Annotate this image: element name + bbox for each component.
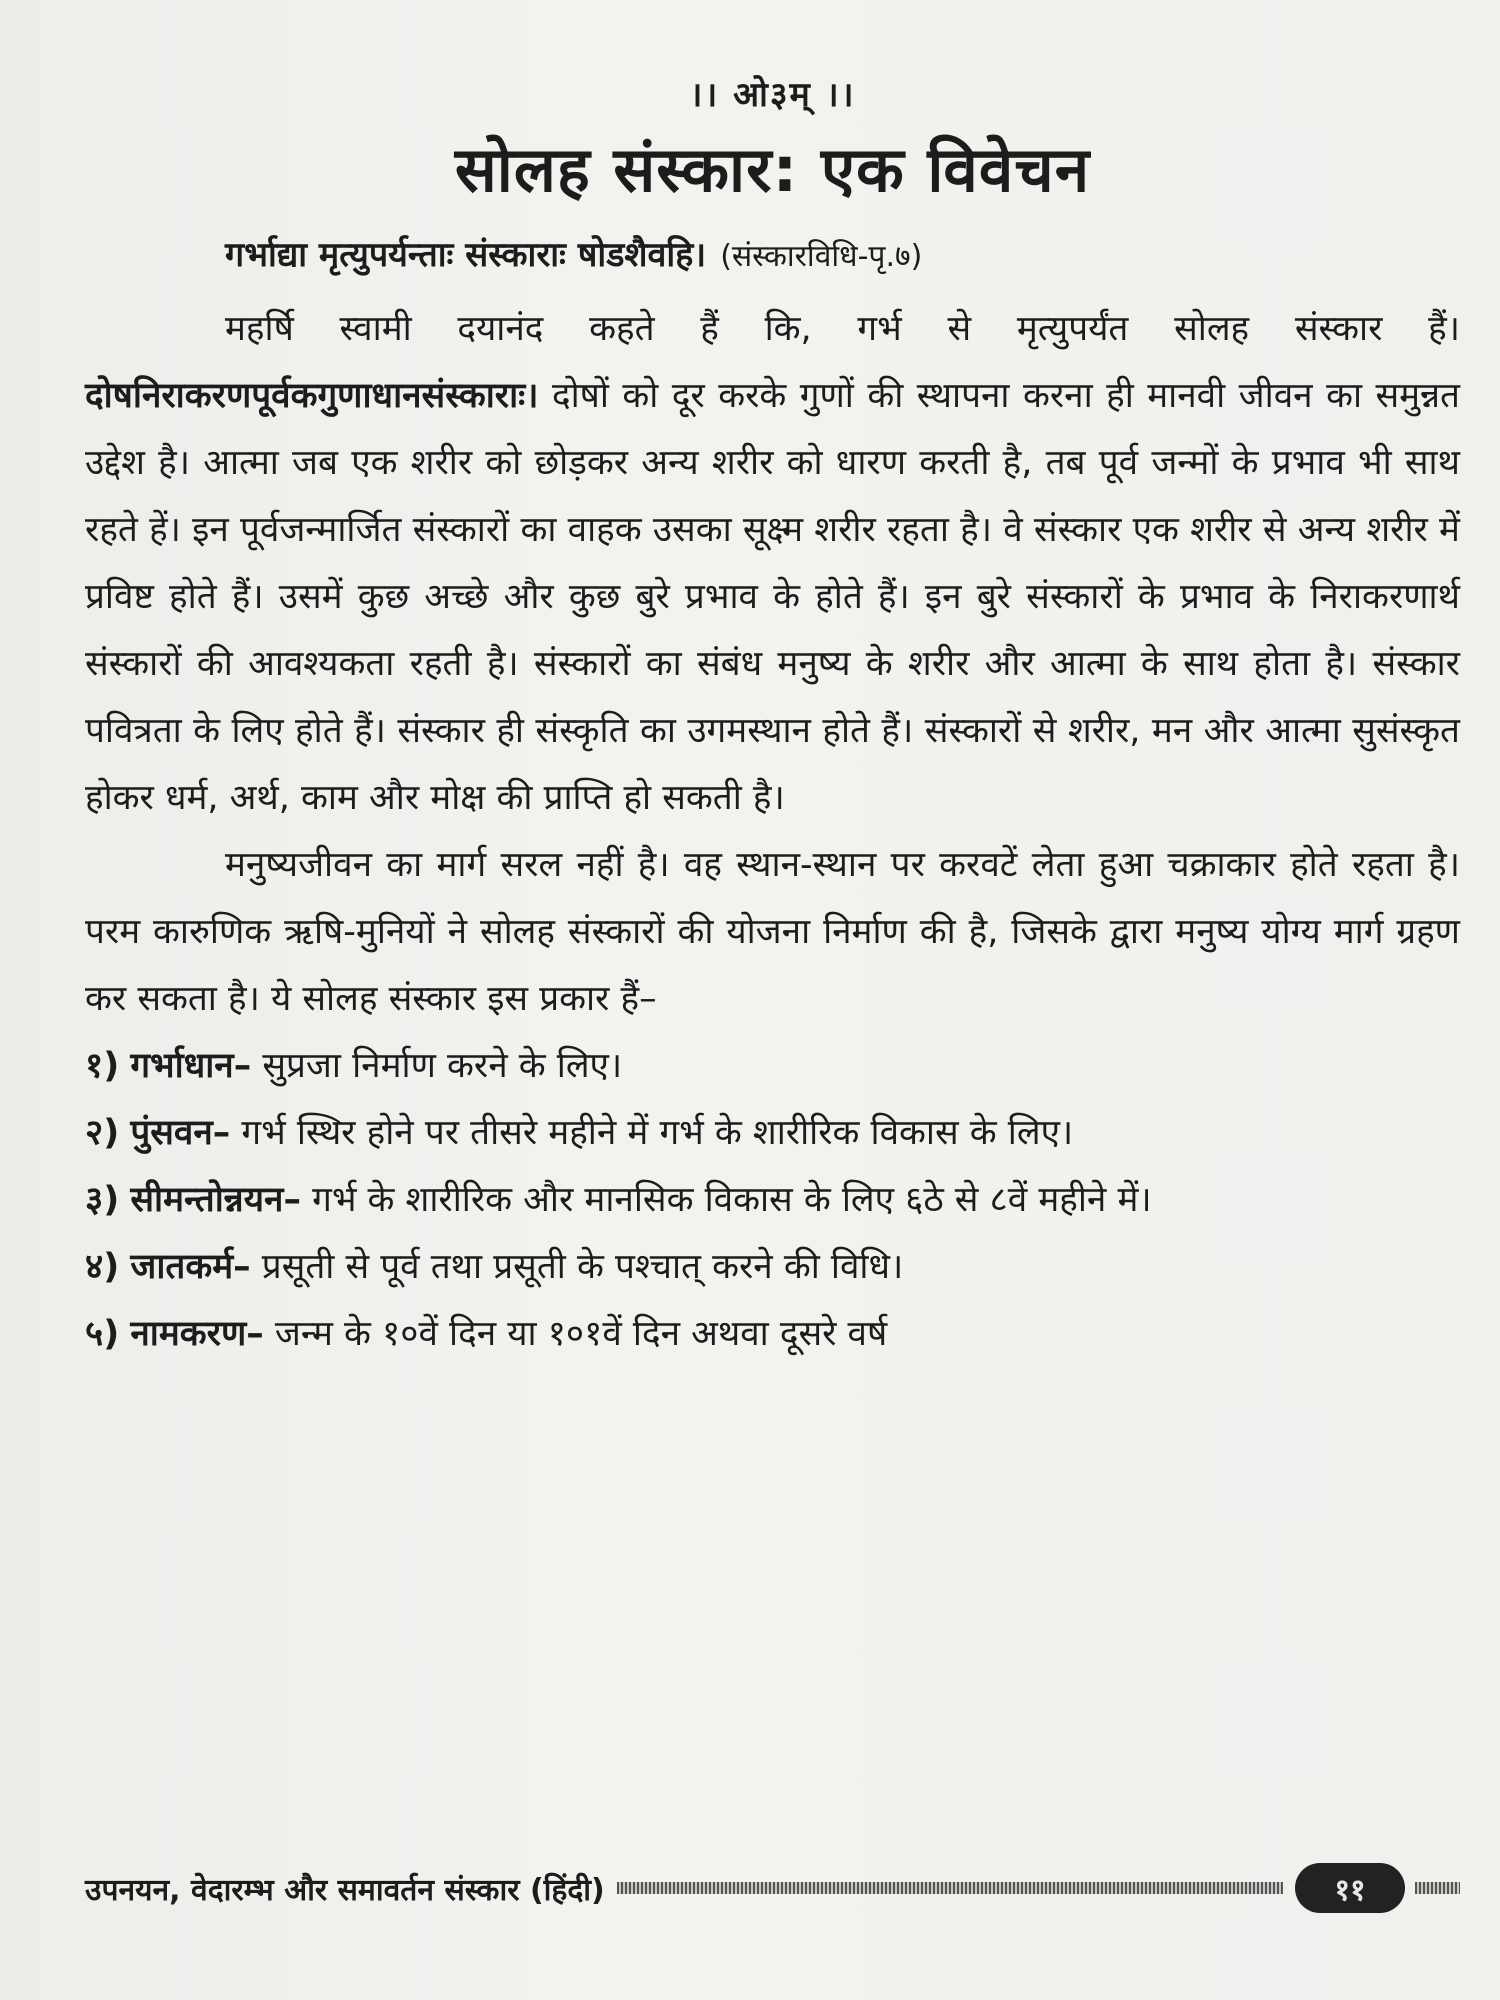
paragraph-intro-sutra: दोषनिराकरणपूर्वकगुणाधानसंस्काराः। bbox=[85, 376, 539, 416]
paragraph-intro-text-1: महर्षि स्वामी दयानंद कहते हैं कि, गर्भ से मृत्युपर्यंत सोलह संस्कार हैं। bbox=[225, 309, 1460, 349]
item-number: ४) bbox=[85, 1247, 120, 1287]
item-number: २) bbox=[85, 1113, 120, 1153]
item-description: गर्भ के शारीरिक और मानसिक विकास के लिए ६ठे से ८वें महीने में। bbox=[300, 1180, 1152, 1220]
page-number: ११ bbox=[1295, 1863, 1405, 1913]
paragraph-path: मनुष्यजीवन का मार्ग सरल नहीं है। वह स्थान-स्थान पर करवटें लेता हुआ चक्राकार होते रहता है। परम कारुणिक ऋषि-मुनियों ने सोलह संस्कारों की योजना निर्माण की है, जिसके द्वारा मनुष्य योग्य मार्ग ग्रहण कर सकता है। ये सोलह संस्कार इस प्रकार हैं– bbox=[85, 845, 1460, 1019]
item-description: गर्भ स्थिर होने पर तीसरे महीने में गर्भ के शारीरिक विकास के लिए। bbox=[230, 1113, 1074, 1153]
list-item bbox=[85, 1100, 1460, 1167]
item-name: नामकरण– bbox=[130, 1314, 264, 1354]
verse-source: (संस्कारविधि-पृ.७) bbox=[720, 239, 923, 274]
page-title: सोलह संस्कार: एक विवेचन bbox=[454, 133, 1091, 206]
page-footer bbox=[85, 1858, 1460, 1918]
invocation-heading: ।। ओ३म् ।। bbox=[689, 75, 856, 115]
list-item bbox=[85, 1033, 1460, 1100]
footer-rule-end bbox=[1415, 1882, 1460, 1894]
item-name: गर्भाधान– bbox=[130, 1046, 252, 1086]
item-name: पुंसवन– bbox=[130, 1113, 231, 1153]
item-number: १) bbox=[85, 1046, 120, 1086]
sanskrit-verse bbox=[85, 230, 1460, 282]
item-description: सुप्रजा निर्माण करने के लिए। bbox=[251, 1046, 623, 1086]
book-title: उपनयन, वेदारम्भ और समावर्तन संस्कार (हिंदी) bbox=[85, 1872, 605, 1908]
samskara-list bbox=[85, 1033, 1460, 1368]
item-description: प्रसूती से पूर्व तथा प्रसूती के पश्चात् करने की विधि। bbox=[250, 1247, 904, 1287]
paragraph-intro-text-2: दोषों को दूर करके गुणों की स्थापना करना ही मानवी जीवन का समुन्नत उद्देश है। आत्मा जब एक शरीर को छोड़कर अन्य शरीर को धारण करती है, तब पूर्व जन्मों के प्रभाव भी साथ रहते हें। इन पूर्वजन्मार्जित संस्कारों का वाहक उसका सूक्ष्म शरीर रहता है। वे संस्कार एक शरीर से अन्य शरीर में प्रविष्ट होते हैं। उसमें कुछ अच्छे और कुछ बुरे प्रभाव के होते हैं। इन बुरे संस्कारों के प्रभाव के निराकरणार्थ संस्कारों की आवश्यकता रहती है। संस्कारों का संबंध मनुष्य के शरीर और आत्मा के साथ होता है। संस्कार पवित्रता के लिए होते हैं। संस्कार ही संस्कृति का उगमस्थान होते हैं। संस्कारों से शरीर, मन और आत्मा सुसंस्कृत होकर धर्म, अर्थ, काम और मोक्ष की प्राप्ति हो सकती है। bbox=[85, 376, 1460, 818]
item-number: ३) bbox=[85, 1180, 120, 1220]
verse-text: गर्भाद्या मृत्युपर्यन्ताः संस्काराः षोडशैवहि। bbox=[225, 235, 707, 275]
list-item bbox=[85, 1167, 1460, 1234]
footer-rule bbox=[617, 1882, 1283, 1894]
item-name: जातकर्म– bbox=[130, 1247, 251, 1287]
item-name: सीमन्तोन्नयन– bbox=[130, 1180, 301, 1220]
list-item bbox=[85, 1234, 1460, 1301]
paragraph-intro bbox=[85, 296, 1460, 832]
item-description: जन्म के १०वें दिन या १०१वें दिन अथवा दूसरे वर्ष bbox=[263, 1314, 888, 1354]
item-number: ५) bbox=[85, 1314, 120, 1354]
list-item bbox=[85, 1301, 1460, 1368]
